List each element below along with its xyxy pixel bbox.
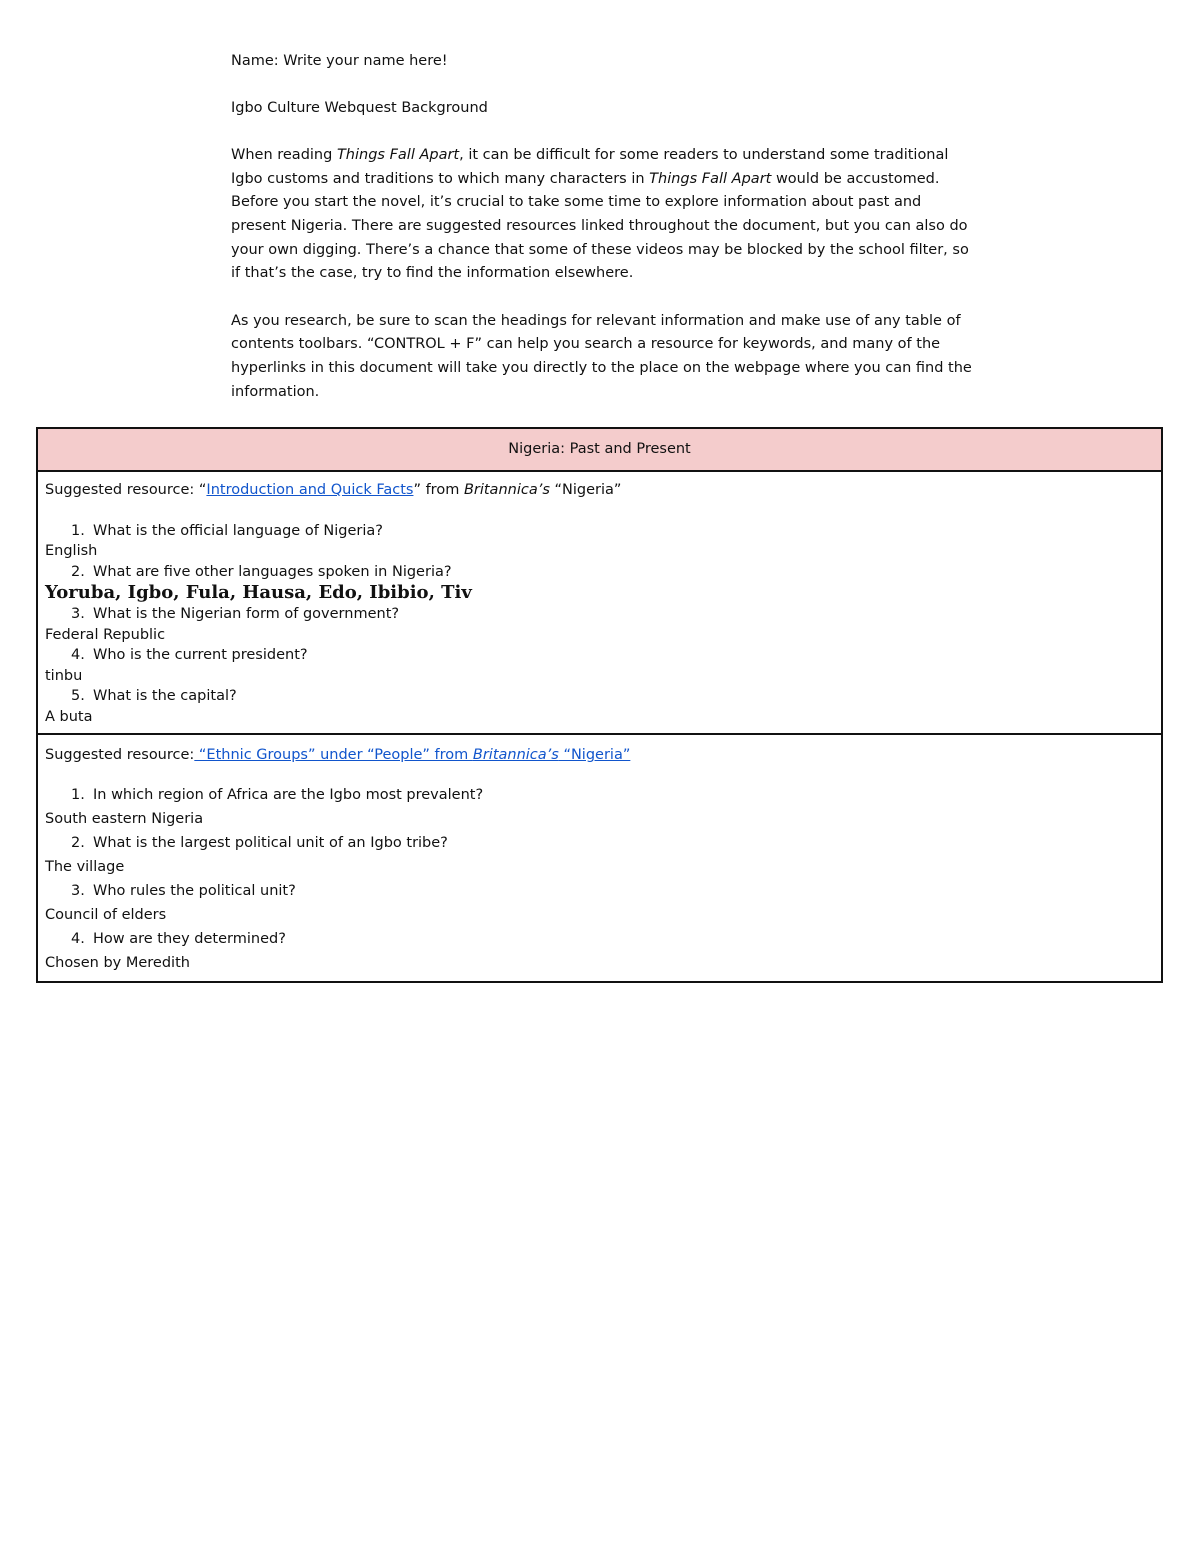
answer-text[interactable]: Yoruba, Igbo, Fula, Hausa, Edo, Ibibio, Tiv — [45, 582, 472, 603]
question-item — [45, 645, 1154, 666]
question-text: What is the largest political unit of an Igbo tribe? — [93, 835, 448, 851]
answer-text[interactable]: Chosen by Meredith — [45, 955, 190, 971]
answer-text[interactable]: Council of elders — [45, 907, 167, 923]
section-nigeria-facts — [37, 471, 1162, 734]
question-number: 4. — [71, 647, 85, 663]
question-number: 5. — [71, 688, 85, 704]
question-text: In which region of Africa are the Igbo most prevalent? — [93, 787, 484, 803]
question-item — [45, 879, 1154, 903]
name-value: Write your name here! — [283, 53, 448, 69]
question-text: Who rules the political unit? — [93, 883, 296, 899]
question-item — [45, 927, 1154, 951]
answer-text[interactable]: South eastern Nigeria — [45, 811, 204, 827]
intro-text: would be accustomed. Before you start the novel, it’s crucial to take some time to explore information about past and present Nigeria. There are suggested resources linked throughout the document, but you can also do your own digging. There’s a chance that some of these videos may be blocked by the school filter, so if that’s the case, try to find the information elsewhere. — [231, 170, 969, 282]
answer-text[interactable]: Federal Republic — [45, 626, 166, 643]
name-label: Name: — [231, 53, 279, 69]
question-item — [45, 604, 1154, 625]
intro-block — [231, 50, 976, 404]
document-title: Igbo Culture Webquest Background — [231, 99, 488, 116]
question-number: 1. — [71, 522, 85, 539]
suggested-resource-2 — [45, 743, 1154, 767]
intro-text: , it can be difficult for some readers to understand some traditional Igbo customs and traditions to which many characters in — [231, 147, 949, 187]
question-number: 2. — [71, 563, 85, 580]
resource-text: “Nigeria” — [549, 482, 622, 498]
question-text: Who is the current president? — [93, 647, 308, 663]
name-line — [231, 50, 976, 74]
resource-link-text[interactable]: “Ethnic Groups” under “People” from — [194, 747, 473, 763]
question-list-2 — [45, 783, 1154, 975]
answer-text[interactable]: The village — [45, 859, 125, 875]
intro-paragraph-2: As you research, be sure to scan the headings for relevant information and make use of any table of contents toolbars. “CONTROL + F” can help you search a resource for keywords, and many of the hyperlinks in this document will take you directly to the place on the webpage where you can find the information. — [231, 312, 972, 400]
answer-text[interactable]: A buta — [45, 708, 93, 725]
resource-source: Britannica’s — [463, 482, 550, 498]
question-item — [45, 686, 1154, 707]
table-header: Nigeria: Past and Present — [37, 428, 1162, 471]
resource-label: Suggested resource: — [45, 747, 195, 763]
book-title: Things Fall Apart — [336, 147, 460, 164]
resource-link-ethnic-groups[interactable] — [194, 747, 630, 763]
question-number: 2. — [71, 835, 85, 851]
question-text: What is the official language of Nigeria? — [93, 522, 383, 539]
resource-label: Suggested resource: “ — [45, 482, 207, 498]
section-ethnic-groups — [37, 734, 1162, 982]
question-text: What are five other languages spoken in Nigeria? — [93, 563, 452, 580]
answer-text[interactable]: English — [45, 543, 98, 559]
question-number: 3. — [71, 606, 85, 622]
resource-link-quick-facts[interactable]: Introduction and Quick Facts — [206, 482, 414, 498]
book-title: Things Fall Apart — [649, 170, 772, 187]
question-list-1 — [45, 521, 1154, 728]
resource-text: ” from — [413, 482, 464, 498]
resource-link-text[interactable]: “Nigeria” — [558, 747, 631, 763]
question-item — [45, 783, 1154, 807]
question-item — [45, 521, 1154, 542]
question-text: How are they determined? — [93, 931, 286, 947]
question-item — [45, 831, 1154, 855]
intro-text: When reading — [231, 147, 337, 164]
answer-text[interactable]: tinbu — [45, 667, 83, 684]
question-number: 3. — [71, 883, 85, 899]
question-item — [45, 562, 1154, 583]
intro-paragraph-1 — [231, 144, 976, 286]
question-number: 1. — [71, 787, 85, 803]
webquest-table — [36, 427, 1163, 983]
resource-link-source[interactable]: Britannica’s — [472, 747, 559, 763]
question-number: 4. — [71, 931, 85, 947]
question-text: What is the capital? — [93, 688, 237, 704]
question-text: What is the Nigerian form of government? — [93, 606, 400, 622]
suggested-resource-1 — [45, 480, 1154, 501]
